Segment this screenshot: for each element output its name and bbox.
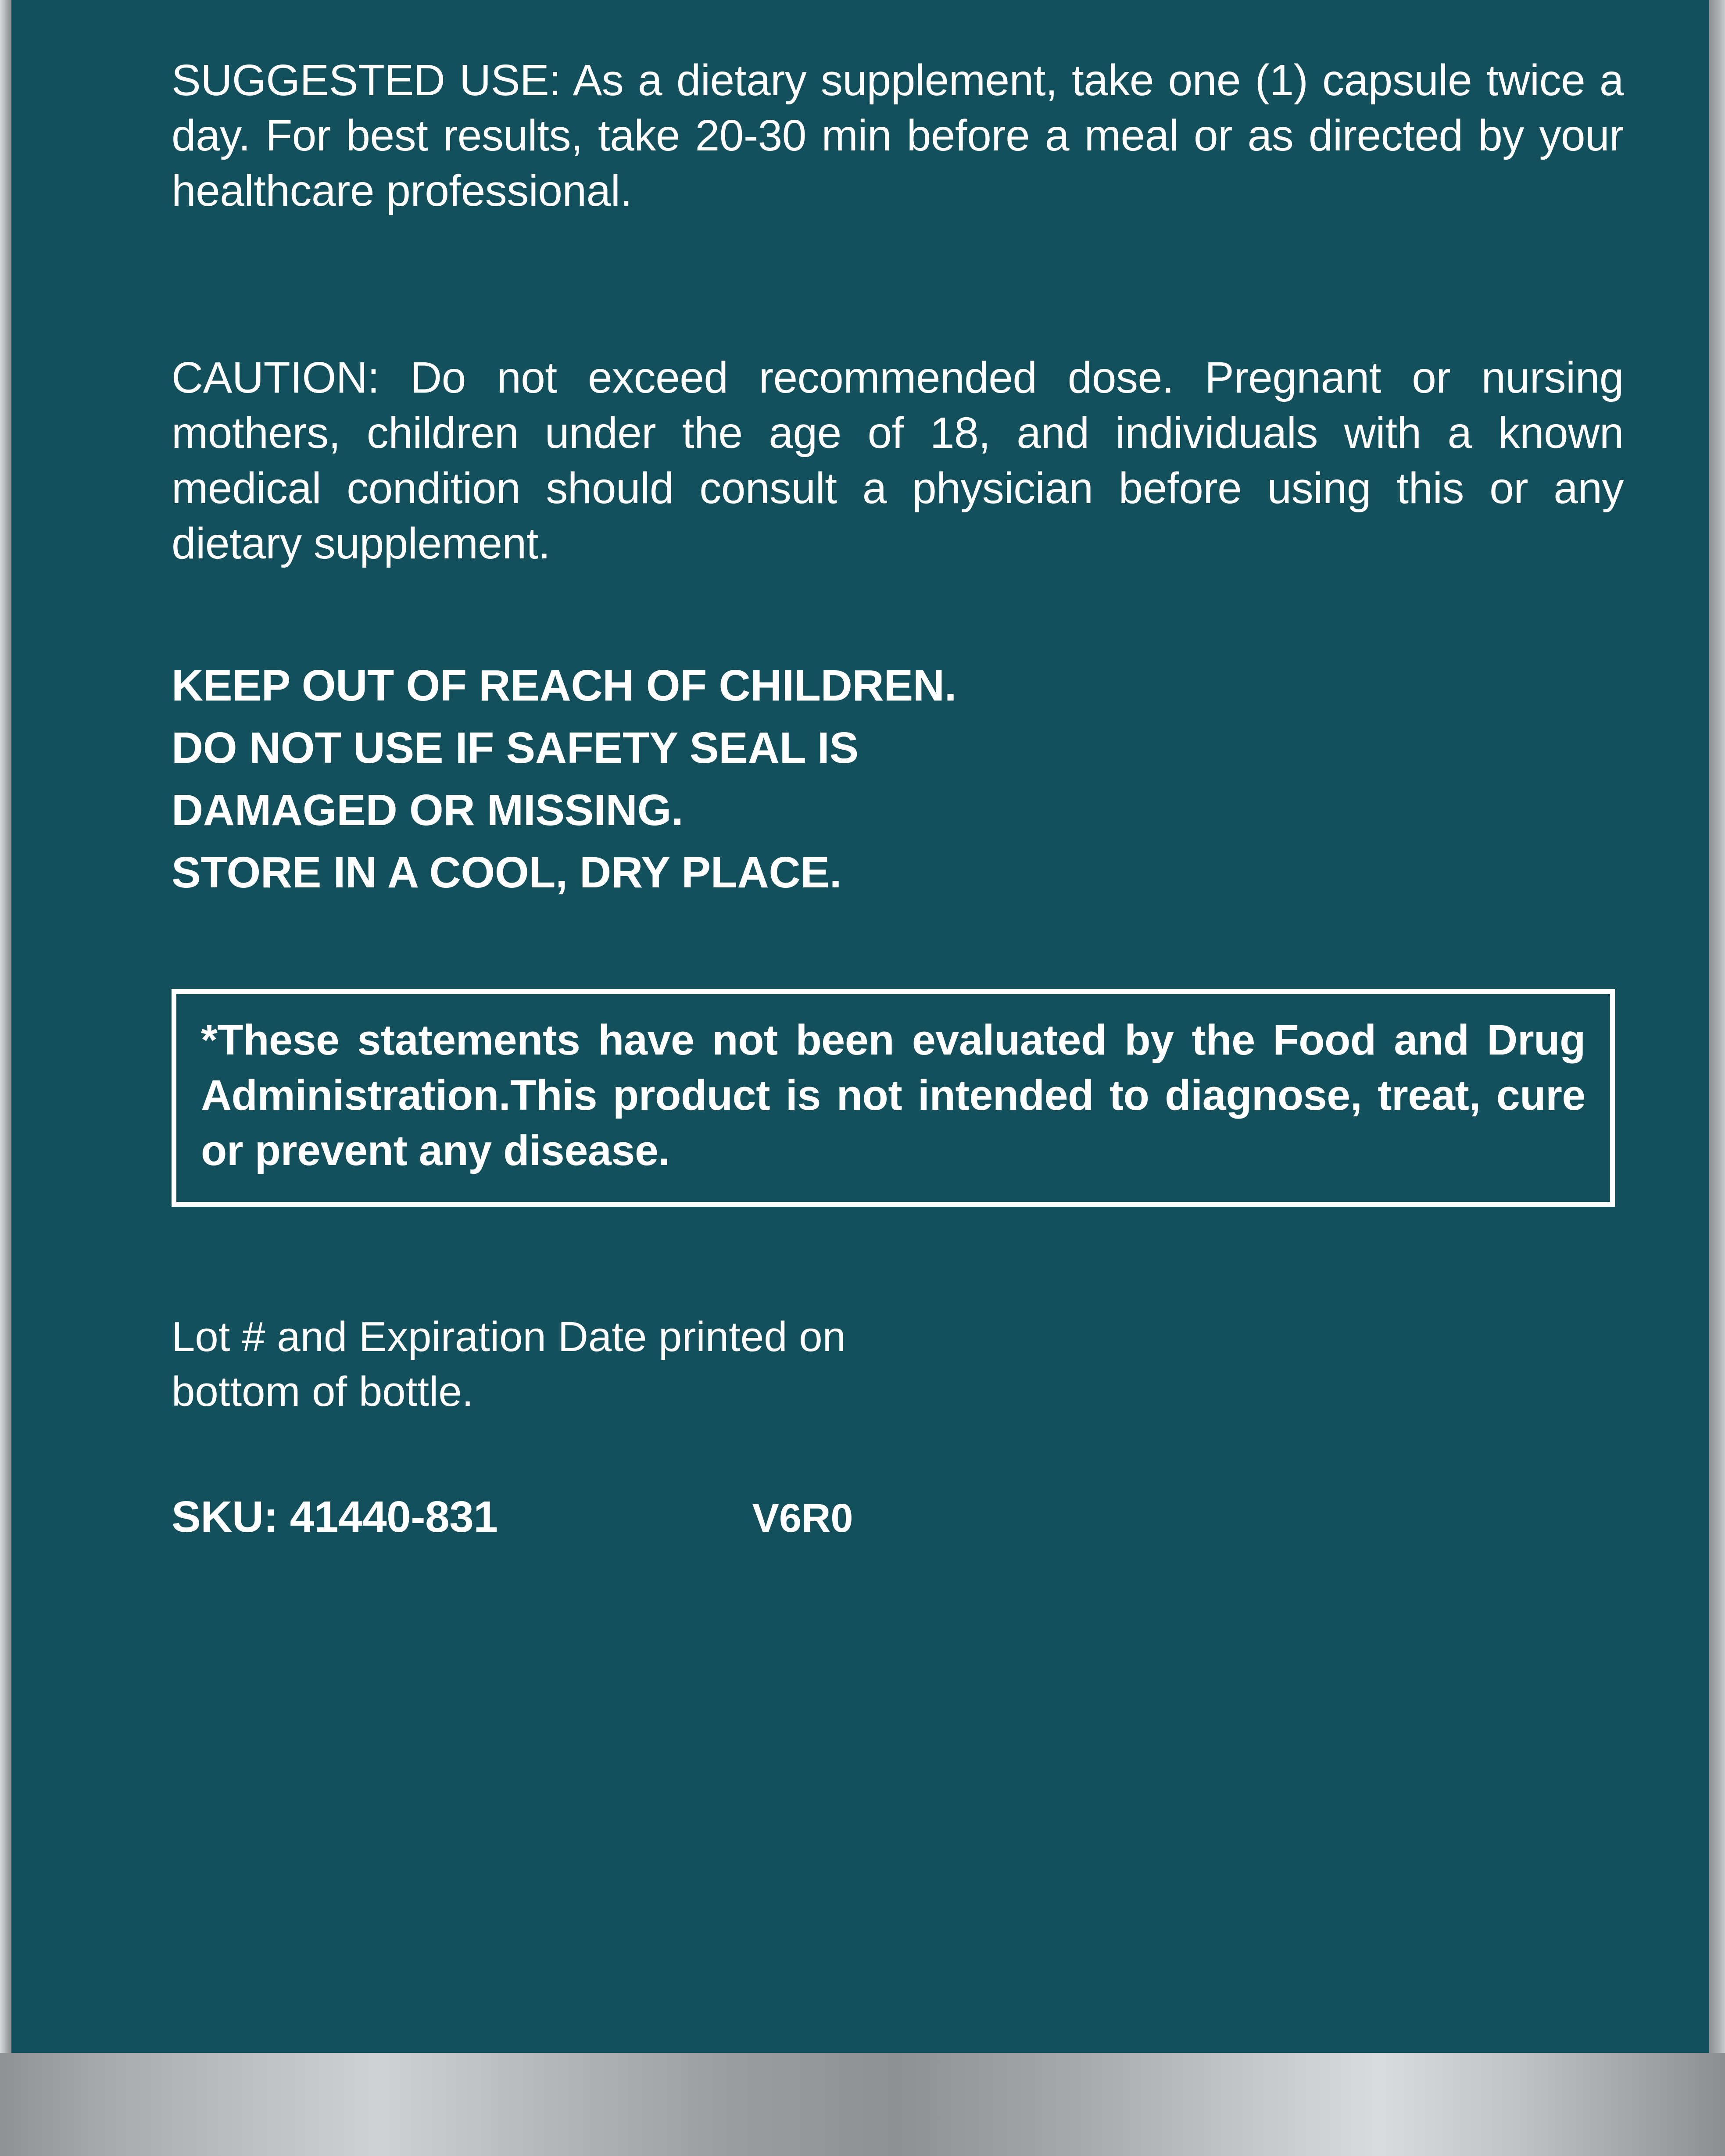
version-code-text: V6R0 xyxy=(752,1495,853,1541)
warning-line-4: STORE IN A COOL, DRY PLACE. xyxy=(172,848,842,897)
lot-note-line-1: Lot # and Expiration Date printed on xyxy=(172,1313,846,1361)
warning-line-2: DO NOT USE IF SAFETY SEAL IS xyxy=(172,723,859,772)
lot-note-line-2: bottom of bottle. xyxy=(172,1368,474,1416)
warnings-block xyxy=(172,654,1608,904)
warning-line-3: DAMAGED OR MISSING. xyxy=(172,786,684,835)
sku-text: SKU: 41440-831 xyxy=(172,1492,498,1541)
left-edge-strip xyxy=(0,0,11,2053)
suggested-use-text: SUGGESTED USE: As a dietary supplement, take one (1) capsule twice a day. For best results, take 20-30 min before a meal or as directed by your healthcare professional. xyxy=(172,56,1624,215)
right-edge-strip xyxy=(1709,0,1725,2053)
fda-disclaimer-text: *These statements have not been evaluated by the Food and Drug Administration.This product is not intended to diagnose, treat, cure or prevent any disease. xyxy=(201,1016,1585,1175)
caution-text: CAUTION: Do not exceed recommended dose. Pregnant or nursing mothers, children under the age of 18, and individuals with a known medical condition should consult a physician before using this or any dietary supplement. xyxy=(172,353,1624,568)
lot-expiration-note xyxy=(172,1310,1608,1419)
bottom-silver-band xyxy=(0,2053,1725,2156)
footer-row xyxy=(172,1492,1608,1542)
label-panel xyxy=(11,0,1709,2053)
fda-disclaimer-box xyxy=(172,989,1615,1207)
warning-line-1: KEEP OUT OF REACH OF CHILDREN. xyxy=(172,661,957,710)
